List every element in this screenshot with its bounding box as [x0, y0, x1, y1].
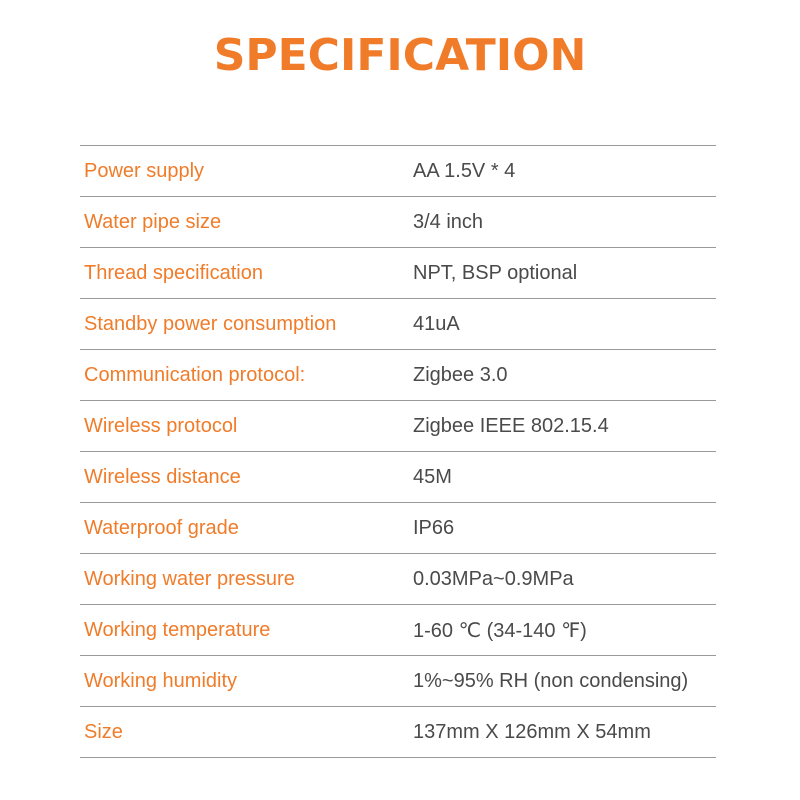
spec-value: 41uA	[413, 312, 460, 335]
spec-label: Thread specification	[84, 261, 263, 284]
spec-label: Size	[84, 720, 123, 743]
spec-label: Wireless distance	[84, 465, 241, 488]
spec-value: 3/4 inch	[413, 210, 484, 233]
table-row	[80, 503, 716, 554]
spec-value: IP66	[413, 516, 455, 539]
table-row	[80, 401, 716, 452]
spec-label: Water pipe size	[84, 210, 222, 233]
table-row	[80, 554, 716, 605]
table-row	[80, 707, 716, 758]
spec-value: Zigbee 3.0	[413, 363, 508, 386]
page-title: SPECIFICATION	[213, 30, 587, 81]
spec-label: Power supply	[84, 159, 205, 182]
spec-label: Standby power consumption	[84, 312, 337, 335]
table-row	[80, 605, 716, 656]
spec-value: 137mm X 126mm X 54mm	[413, 720, 651, 743]
table-row	[80, 656, 716, 707]
spec-label: Waterproof grade	[84, 516, 239, 539]
table-row	[80, 197, 716, 248]
spec-label: Communication protocol:	[84, 363, 306, 386]
spec-value: 0.03MPa~0.9MPa	[413, 567, 574, 590]
spec-value: 1%~95% RH (non condensing)	[413, 669, 689, 692]
spec-label: Working temperature	[84, 618, 271, 641]
spec-label: Wireless protocol	[84, 414, 238, 437]
table-row	[80, 350, 716, 401]
spec-value: NPT, BSP optional	[413, 261, 578, 284]
spec-value: AA 1.5V * 4	[413, 159, 516, 182]
table-row	[80, 146, 716, 197]
table-row	[80, 248, 716, 299]
spec-value: 45M	[413, 465, 452, 488]
table-row	[80, 299, 716, 350]
table-row	[80, 452, 716, 503]
specification-table	[80, 145, 716, 758]
spec-label: Working humidity	[84, 669, 238, 692]
spec-value: 1-60 ℃ (34-140 ℉)	[413, 619, 587, 642]
spec-value: Zigbee IEEE 802.15.4	[413, 414, 609, 437]
spec-label: Working water pressure	[84, 567, 295, 590]
